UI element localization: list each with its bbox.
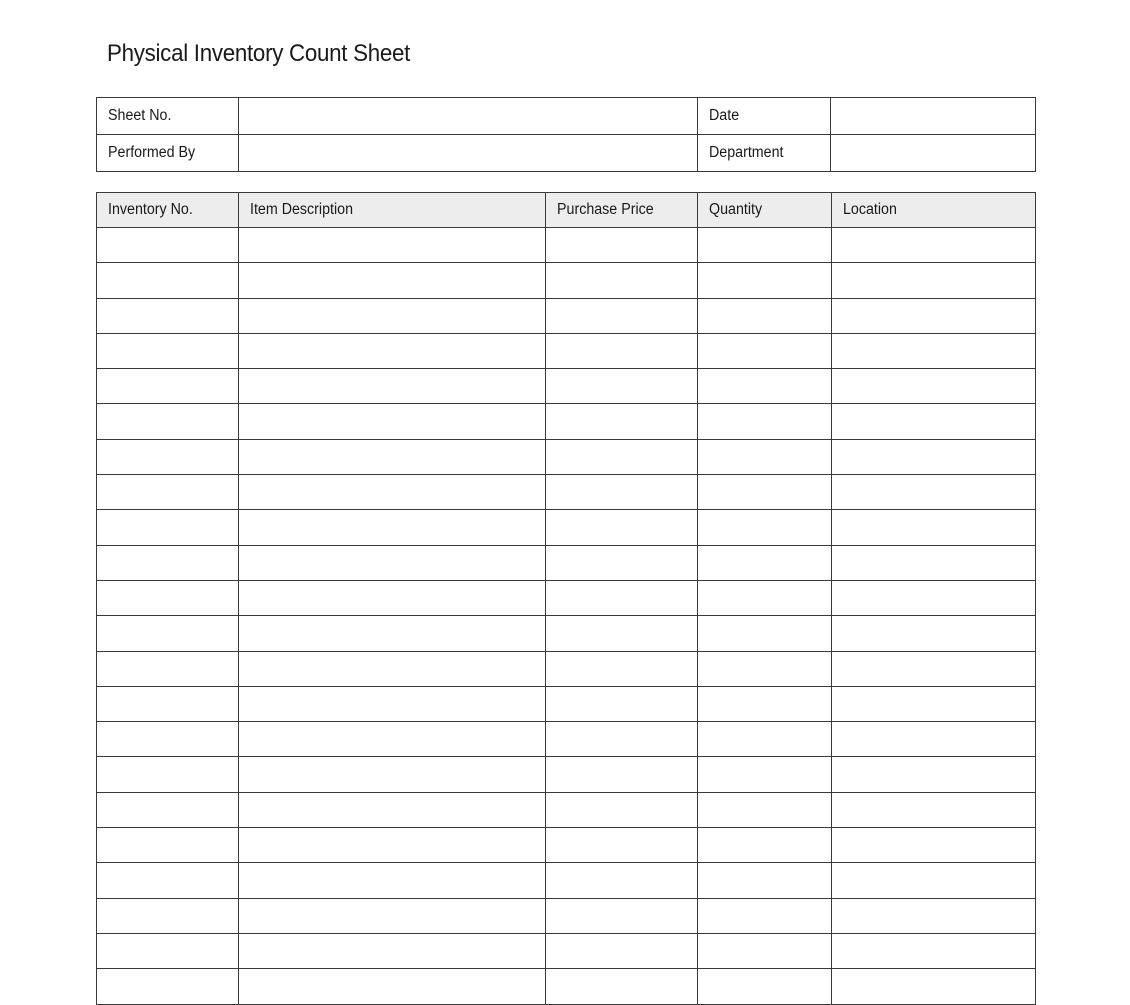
table-row — [97, 722, 1036, 757]
cell-quantity[interactable] — [698, 333, 832, 368]
table-row — [97, 580, 1036, 615]
cell-inventory-no[interactable] — [97, 651, 239, 686]
cell-inventory-no[interactable] — [97, 510, 239, 545]
cell-quantity[interactable] — [698, 792, 832, 827]
sheet-no-field[interactable] — [239, 98, 698, 135]
cell-purchase-price[interactable] — [546, 863, 698, 898]
cell-item-description[interactable] — [239, 792, 546, 827]
cell-quantity[interactable] — [698, 828, 832, 863]
cell-location[interactable] — [832, 969, 1036, 1004]
cell-location[interactable] — [832, 475, 1036, 510]
cell-location[interactable] — [832, 298, 1036, 333]
cell-purchase-price[interactable] — [546, 263, 698, 298]
table-row — [97, 475, 1036, 510]
cell-quantity[interactable] — [698, 616, 832, 651]
table-row — [97, 616, 1036, 651]
performed-by-label: Performed By — [97, 135, 239, 172]
cell-quantity[interactable] — [698, 580, 832, 615]
table-row — [97, 263, 1036, 298]
cell-quantity[interactable] — [698, 228, 832, 263]
cell-purchase-price[interactable] — [546, 298, 698, 333]
table-row — [97, 792, 1036, 827]
cell-inventory-no[interactable] — [97, 686, 239, 721]
cell-location[interactable] — [832, 616, 1036, 651]
cell-item-description[interactable] — [239, 263, 546, 298]
table-row — [97, 828, 1036, 863]
cell-item-description[interactable] — [239, 510, 546, 545]
cell-item-description[interactable] — [239, 439, 546, 474]
cell-inventory-no[interactable] — [97, 545, 239, 580]
cell-location[interactable] — [832, 863, 1036, 898]
sheet-info-table — [96, 97, 1036, 172]
cell-quantity[interactable] — [698, 475, 832, 510]
cell-purchase-price[interactable] — [546, 969, 698, 1004]
cell-inventory-no[interactable] — [97, 792, 239, 827]
cell-location[interactable] — [832, 651, 1036, 686]
cell-inventory-no[interactable] — [97, 757, 239, 792]
cell-location[interactable] — [832, 263, 1036, 298]
cell-item-description[interactable] — [239, 545, 546, 580]
cell-quantity[interactable] — [698, 898, 832, 933]
cell-inventory-no[interactable] — [97, 263, 239, 298]
cell-quantity[interactable] — [698, 510, 832, 545]
cell-item-description[interactable] — [239, 333, 546, 368]
cell-inventory-no[interactable] — [97, 580, 239, 615]
cell-purchase-price[interactable] — [546, 228, 698, 263]
info-row-sheet-date — [97, 98, 1036, 135]
inventory-table — [96, 192, 1036, 1005]
cell-purchase-price[interactable] — [546, 439, 698, 474]
cell-location[interactable] — [832, 545, 1036, 580]
cell-location[interactable] — [832, 228, 1036, 263]
cell-location[interactable] — [832, 828, 1036, 863]
table-row — [97, 757, 1036, 792]
table-row — [97, 369, 1036, 404]
column-header-quantity: Quantity — [698, 193, 832, 228]
cell-purchase-price[interactable] — [546, 475, 698, 510]
cell-item-description[interactable] — [239, 863, 546, 898]
cell-location[interactable] — [832, 686, 1036, 721]
table-row — [97, 439, 1036, 474]
cell-quantity[interactable] — [698, 439, 832, 474]
cell-quantity[interactable] — [698, 404, 832, 439]
column-header-item-description: Item Description — [239, 193, 546, 228]
cell-inventory-no[interactable] — [97, 969, 239, 1004]
cell-purchase-price[interactable] — [546, 510, 698, 545]
cell-location[interactable] — [832, 757, 1036, 792]
cell-quantity[interactable] — [698, 722, 832, 757]
cell-location[interactable] — [832, 722, 1036, 757]
table-row — [97, 651, 1036, 686]
cell-inventory-no[interactable] — [97, 333, 239, 368]
cell-item-description[interactable] — [239, 228, 546, 263]
cell-location[interactable] — [832, 404, 1036, 439]
cell-location[interactable] — [832, 933, 1036, 968]
cell-item-description[interactable] — [239, 404, 546, 439]
cell-item-description[interactable] — [239, 933, 546, 968]
department-label: Department — [698, 135, 831, 172]
document-title: Physical Inventory Count Sheet — [107, 40, 411, 67]
cell-item-description[interactable] — [239, 580, 546, 615]
cell-location[interactable] — [832, 792, 1036, 827]
cell-item-description[interactable] — [239, 651, 546, 686]
table-row — [97, 545, 1036, 580]
cell-item-description[interactable] — [239, 898, 546, 933]
table-row — [97, 298, 1036, 333]
cell-purchase-price[interactable] — [546, 616, 698, 651]
cell-quantity[interactable] — [698, 686, 832, 721]
cell-purchase-price[interactable] — [546, 792, 698, 827]
cell-item-description[interactable] — [239, 969, 546, 1004]
cell-location[interactable] — [832, 580, 1036, 615]
column-header-inventory-no: Inventory No. — [97, 193, 239, 228]
table-row — [97, 404, 1036, 439]
cell-purchase-price[interactable] — [546, 580, 698, 615]
cell-quantity[interactable] — [698, 545, 832, 580]
cell-inventory-no[interactable] — [97, 722, 239, 757]
cell-purchase-price[interactable] — [546, 828, 698, 863]
cell-item-description[interactable] — [239, 475, 546, 510]
table-row — [97, 333, 1036, 368]
cell-inventory-no[interactable] — [97, 228, 239, 263]
cell-item-description[interactable] — [239, 369, 546, 404]
cell-inventory-no[interactable] — [97, 933, 239, 968]
cell-location[interactable] — [832, 898, 1036, 933]
performed-by-field[interactable] — [239, 135, 698, 172]
table-row — [97, 969, 1036, 1004]
cell-purchase-price[interactable] — [546, 757, 698, 792]
table-row — [97, 686, 1036, 721]
cell-purchase-price[interactable] — [546, 898, 698, 933]
cell-location[interactable] — [832, 510, 1036, 545]
cell-quantity[interactable] — [698, 757, 832, 792]
sheet-no-label: Sheet No. — [97, 98, 239, 135]
cell-inventory-no[interactable] — [97, 439, 239, 474]
cell-inventory-no[interactable] — [97, 298, 239, 333]
cell-item-description[interactable] — [239, 298, 546, 333]
cell-inventory-no[interactable] — [97, 616, 239, 651]
cell-purchase-price[interactable] — [546, 686, 698, 721]
cell-purchase-price[interactable] — [546, 651, 698, 686]
inventory-header-row — [97, 193, 1036, 228]
cell-quantity[interactable] — [698, 933, 832, 968]
cell-item-description[interactable] — [239, 757, 546, 792]
cell-location[interactable] — [832, 369, 1036, 404]
cell-item-description[interactable] — [239, 722, 546, 757]
cell-purchase-price[interactable] — [546, 933, 698, 968]
cell-item-description[interactable] — [239, 686, 546, 721]
cell-purchase-price[interactable] — [546, 333, 698, 368]
cell-purchase-price[interactable] — [546, 722, 698, 757]
cell-location[interactable] — [832, 333, 1036, 368]
date-field[interactable] — [831, 98, 1036, 135]
table-row — [97, 933, 1036, 968]
cell-quantity[interactable] — [698, 651, 832, 686]
table-row — [97, 898, 1036, 933]
cell-purchase-price[interactable] — [546, 404, 698, 439]
cell-quantity[interactable] — [698, 263, 832, 298]
info-row-performer-dept — [97, 135, 1036, 172]
cell-item-description[interactable] — [239, 828, 546, 863]
cell-quantity[interactable] — [698, 298, 832, 333]
date-label: Date — [698, 98, 831, 135]
cell-inventory-no[interactable] — [97, 475, 239, 510]
cell-location[interactable] — [832, 439, 1036, 474]
cell-inventory-no[interactable] — [97, 898, 239, 933]
cell-inventory-no[interactable] — [97, 863, 239, 898]
cell-inventory-no[interactable] — [97, 404, 239, 439]
department-field[interactable] — [831, 135, 1036, 172]
cell-purchase-price[interactable] — [546, 369, 698, 404]
table-row — [97, 863, 1036, 898]
table-row — [97, 510, 1036, 545]
cell-quantity[interactable] — [698, 969, 832, 1004]
cell-item-description[interactable] — [239, 616, 546, 651]
column-header-location: Location — [832, 193, 1036, 228]
cell-purchase-price[interactable] — [546, 545, 698, 580]
column-header-purchase-price: Purchase Price — [546, 193, 698, 228]
cell-quantity[interactable] — [698, 863, 832, 898]
cell-inventory-no[interactable] — [97, 828, 239, 863]
cell-inventory-no[interactable] — [97, 369, 239, 404]
cell-quantity[interactable] — [698, 369, 832, 404]
table-row — [97, 228, 1036, 263]
